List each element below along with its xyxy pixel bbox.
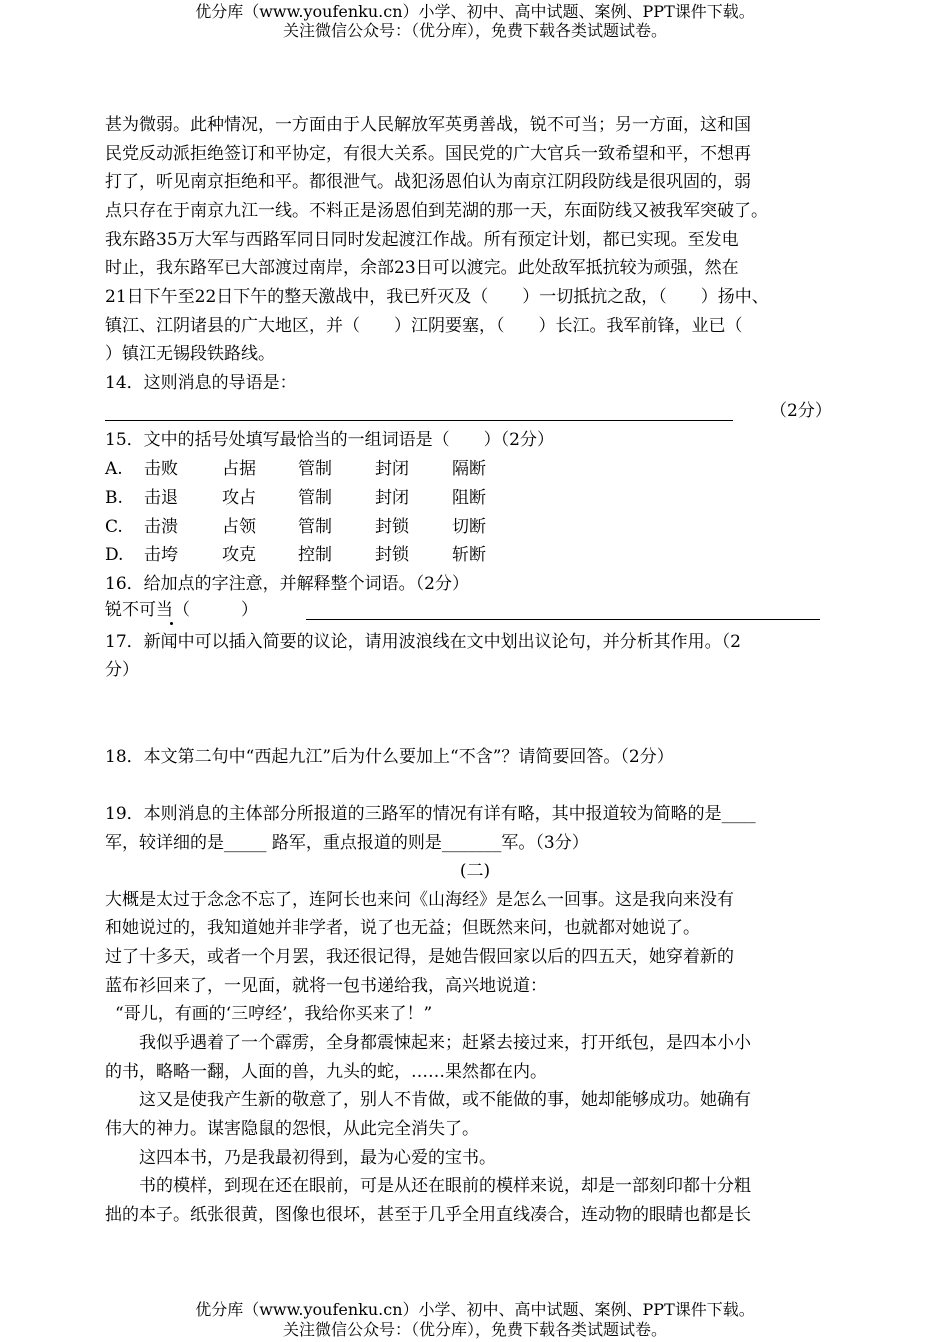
option-word: 控制 <box>298 545 332 565</box>
footer-line-2: 关注微信公众号：（优分库），免费下载各类试题试卷。 <box>282 1320 667 1339</box>
option-word: 管制 <box>298 488 332 508</box>
question-14-score: （2分） <box>770 401 832 421</box>
option-word: 攻占 <box>222 488 256 508</box>
passage1-line: 民党反动派拒绝签订和平协定，有很大关系。国民党的广大官兵一致希望和平，不想再 <box>105 144 751 164</box>
question-17-cont: 分） <box>105 660 139 680</box>
question-18: 18．本文第二句中“西起九江”后为什么要加上“不含”？请简要回答。（2分） <box>105 747 674 767</box>
footer-line-1: 优分库（www.youfenku.cn）小学、初中、高中试题、案例、PPT课件下载。 <box>195 1300 755 1319</box>
option-word: 封锁 <box>375 545 409 565</box>
passage2-line: 我似乎遇着了一个霹雳，全身都震悚起来；赶紧去接过来，打开纸包，是四本小小 <box>105 1033 751 1053</box>
option-word: 击垮 <box>144 545 178 565</box>
passage2-line: 伟大的神力。谋害隐鼠的怨恨，从此完全消失了。 <box>105 1119 479 1139</box>
option-word: 击败 <box>144 459 178 479</box>
option-word: 管制 <box>298 517 332 537</box>
emphasis-dot <box>170 622 173 625</box>
passage2-line: 和她说过的，我知道她并非学者，说了也无益；但既然来问，也就都对她说了。 <box>105 918 700 938</box>
passage1-line: 镇江、江阴诸县的广大地区，并（ ）江阴要塞，（ ）长江。我军前锋，业已（ <box>105 316 743 336</box>
header-line-2: 关注微信公众号：（优分库），免费下载各类试题试卷。 <box>282 21 667 40</box>
question-16-term: 锐不可当（ ） <box>105 600 258 620</box>
passage1-line: ）镇江无锡段铁路线。 <box>105 344 275 364</box>
option-word: 管制 <box>298 459 332 479</box>
option-word: 攻克 <box>222 545 256 565</box>
option-word: 占据 <box>222 459 256 479</box>
option-label: B. <box>105 488 123 508</box>
passage1-line: 21日下午至22日下午的整天激战中，我已歼灭及（ ）一切抵抗之敌，（ ）扬中、 <box>105 287 769 307</box>
passage2-line: 这四本书，乃是我最初得到，最为心爱的宝书。 <box>105 1148 496 1168</box>
option-word: 隔断 <box>452 459 486 479</box>
option-word: 击溃 <box>144 517 178 537</box>
question-16: 16．给加点的字注意，并解释整个词语。（2分） <box>105 574 469 594</box>
answer-line-14[interactable] <box>105 420 733 421</box>
passage2-line: “哥儿，有画的‘三哼经’，我给你买来了！” <box>115 1004 433 1024</box>
option-word: 斩断 <box>452 545 486 565</box>
passage1-line: 打了，听见南京拒绝和平。都很泄气。战犯汤恩伯认为南京江阴段防线是很巩固的，弱 <box>105 172 751 192</box>
option-word: 封锁 <box>375 517 409 537</box>
passage1-line: 我东路35万大军与西路军同日同时发起渡江作战。所有预定计划，都已实现。至发电 <box>105 230 739 250</box>
option-label: D. <box>105 545 124 565</box>
option-word: 占领 <box>222 517 256 537</box>
question-17: 17．新闻中可以插入简要的议论，请用波浪线在文中划出议论句，并分析其作用。（2 <box>105 632 741 652</box>
question-19-cont: 军，较详细的是_____ 路军，重点报道的则是_______军。（3分） <box>105 833 589 853</box>
option-label: A. <box>105 459 123 479</box>
passage2-line: 大概是太过于念念不忘了，连阿长也来问《山海经》是怎么一回事。这是我向来没有 <box>105 890 734 910</box>
passage2-line: 蓝布衫回来了，一见面，就将一包书递给我，高兴地说道： <box>105 976 547 996</box>
answer-line-16[interactable] <box>306 619 820 620</box>
option-word: 阻断 <box>452 488 486 508</box>
passage1-line: 时止，我东路军已大部渡过南岸，余部23日可以渡完。此处敌军抵抗较为顽强，然在 <box>105 258 739 278</box>
passage2-line: 拙的本子。纸张很黄，图像也很坏，甚至于几乎全用直线凑合，连动物的眼睛也都是长 <box>105 1205 751 1225</box>
question-14: 14．这则消息的导语是： <box>105 373 297 393</box>
section-heading: (二) <box>459 861 491 881</box>
option-word: 击退 <box>144 488 178 508</box>
option-word: 封闭 <box>375 488 409 508</box>
passage1-line: 点只存在于南京九江一线。不料正是汤恩伯到芜湖的那一天，东面防线又被我军突破了。 <box>105 201 768 221</box>
header-line-1: 优分库（www.youfenku.cn）小学、初中、高中试题、案例、PPT课件下载。 <box>195 2 755 21</box>
option-word: 切断 <box>452 517 486 537</box>
passage2-line: 这又是使我产生新的敬意了，别人不肯做，或不能做的事，她却能够成功。她确有 <box>105 1090 751 1110</box>
passage1-line: 甚为微弱。此种情况，一方面由于人民解放军英勇善战，锐不可当；另一方面，这和国 <box>105 115 751 135</box>
option-word: 封闭 <box>375 459 409 479</box>
question-15: 15．文中的括号处填写最恰当的一组词语是（ ）（2分） <box>105 430 554 450</box>
option-label: C. <box>105 517 123 537</box>
question-19: 19．本则消息的主体部分所报道的三路军的情况有详有略，其中报道较为简略的是____ <box>105 804 756 824</box>
passage2-line: 过了十多天，或者一个月罢，我还很记得，是她告假回家以后的四五天，她穿着新的 <box>105 947 734 967</box>
passage2-line: 书的模样，到现在还在眼前，可是从还在眼前的模样来说，却是一部刻印都十分粗 <box>105 1176 751 1196</box>
passage2-line: 的书，略略一翻，人面的兽，九头的蛇，……果然都在内。 <box>105 1062 547 1082</box>
